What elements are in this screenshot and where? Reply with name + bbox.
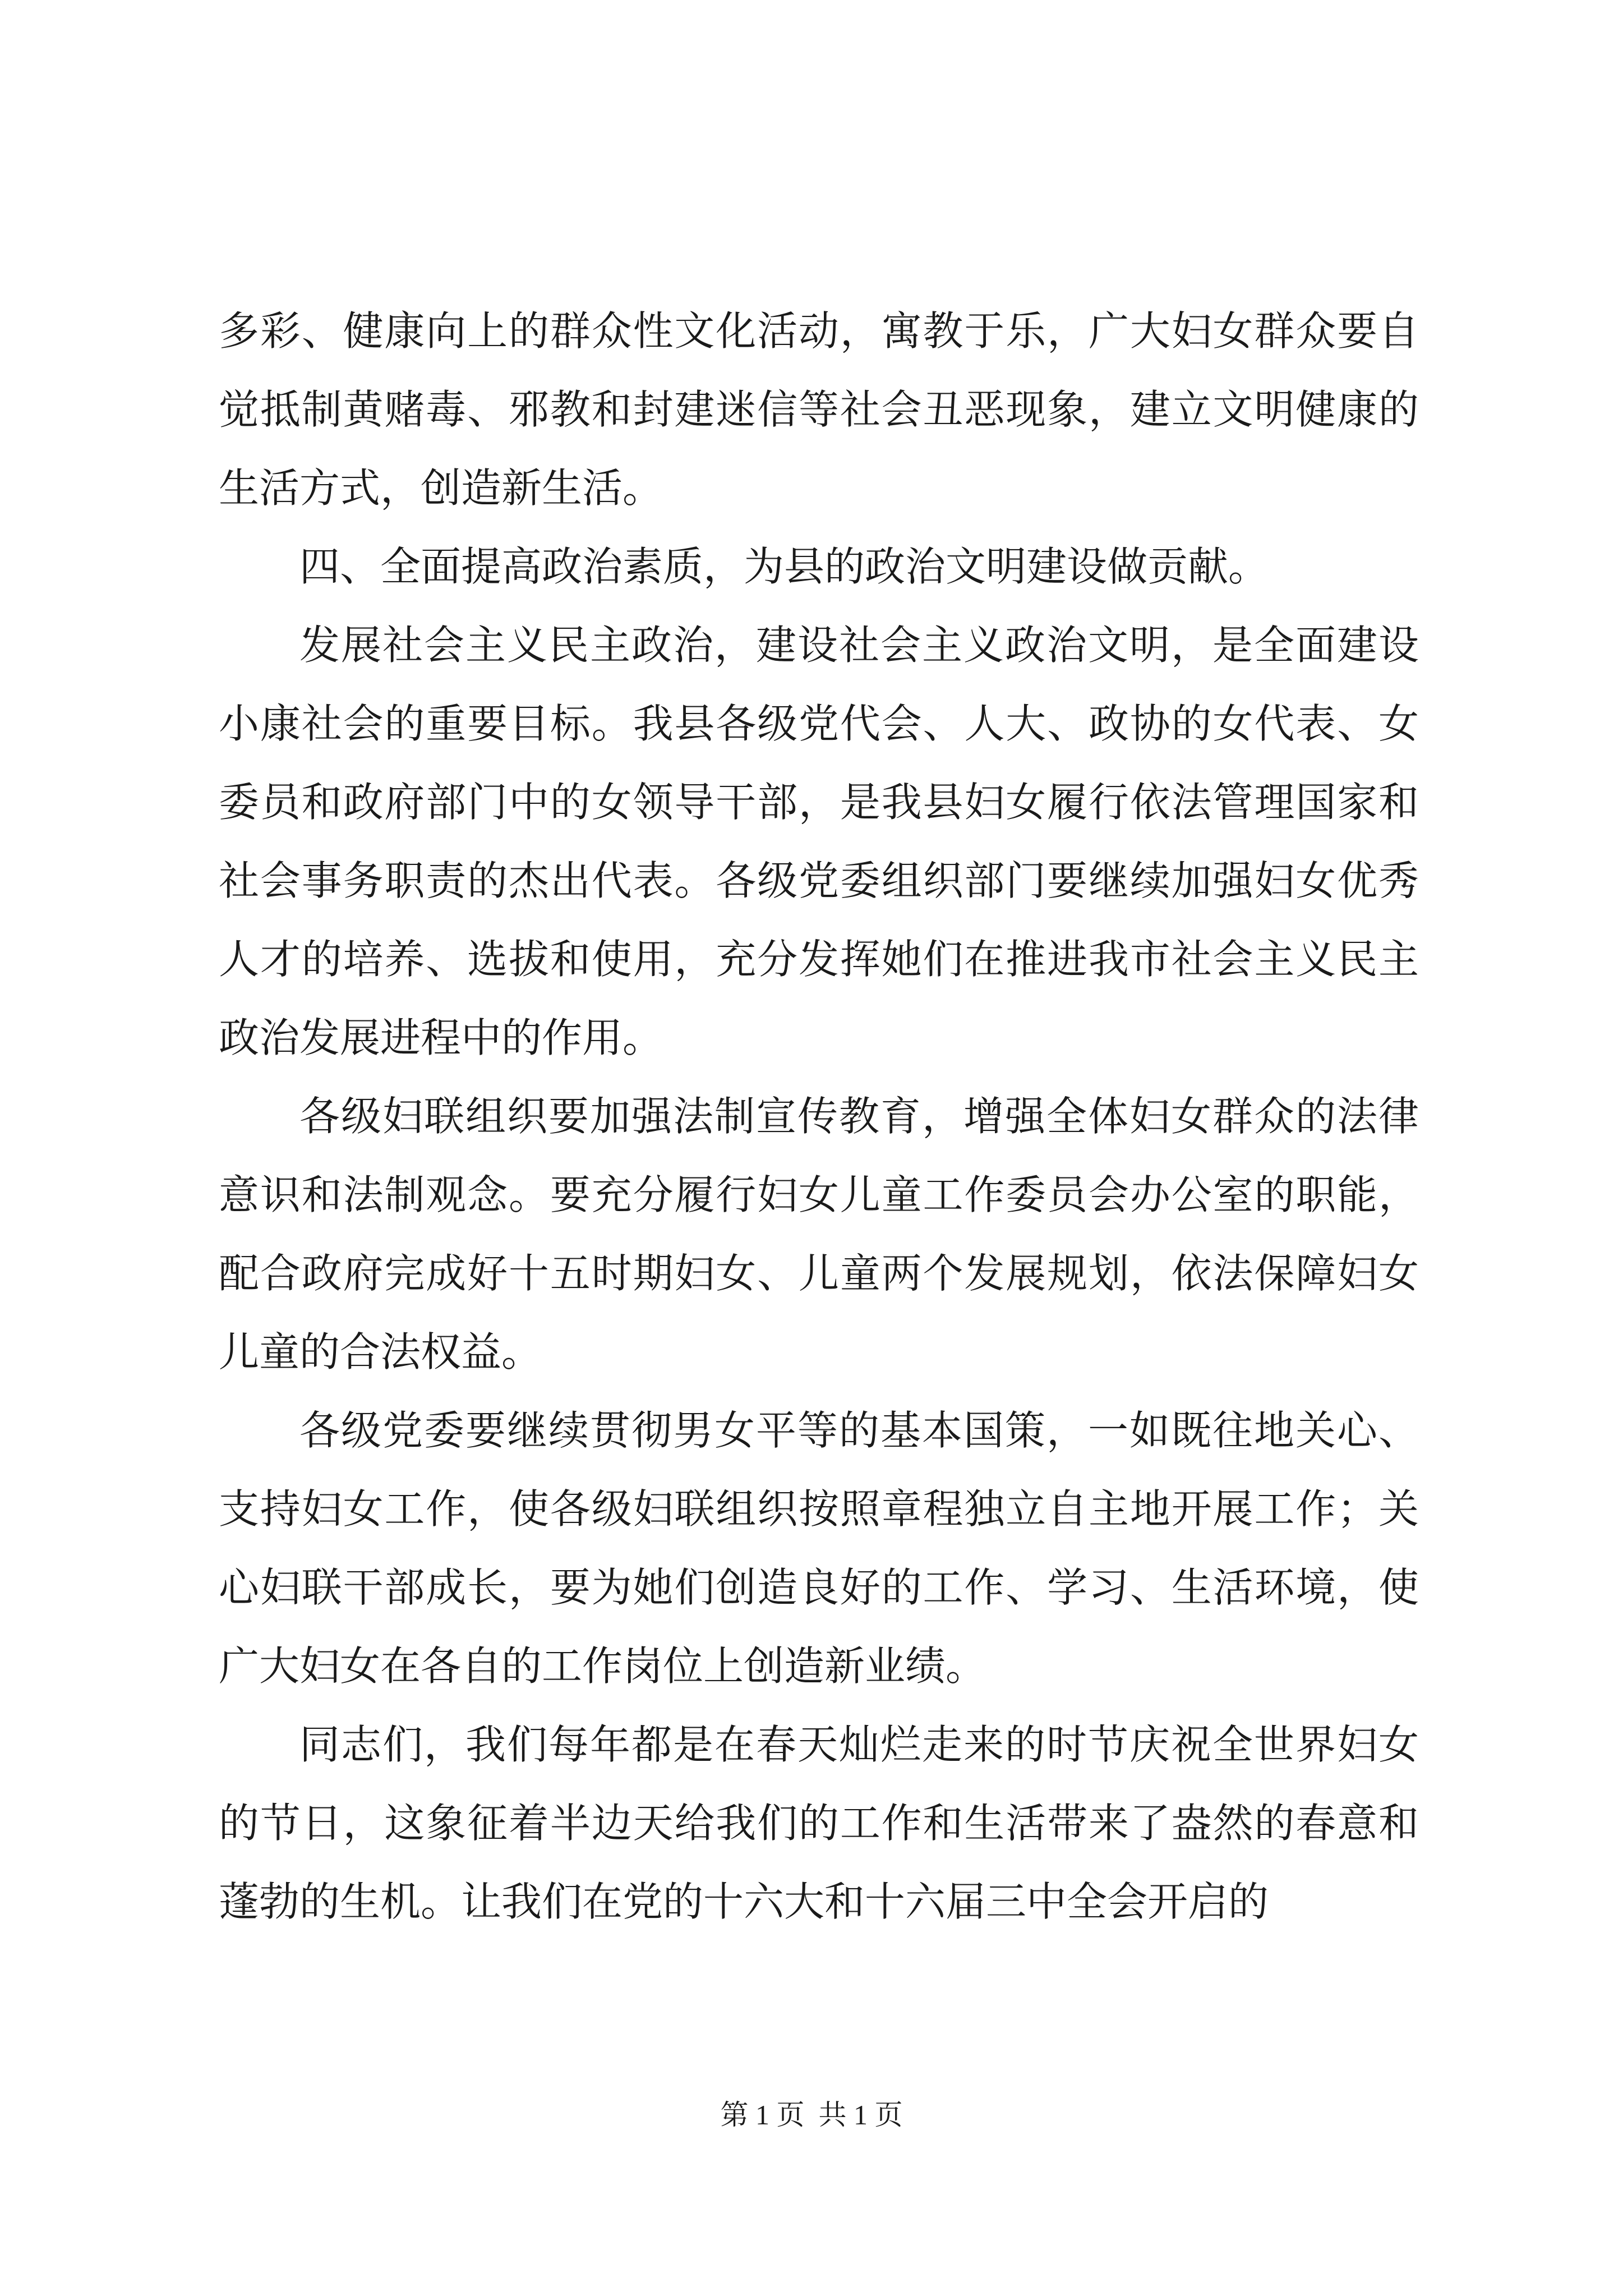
paragraph: 同志们，我们每年都是在春天灿烂走来的时节庆祝全世界妇女的节日，这象征着半边天给我们的工作和生活带来了盎然的春意和蓬勃的生机。让我们在党的十六大和十六届三中全会开启的 (219, 1721, 1419, 1925)
paragraph: 各级妇联组织要加强法制宣传教育，增强全体妇女群众的法律意识和法制观念。要充分履行妇女儿童工作委员会办公室的职能，配合政府完成好十五时期妇女、儿童两个发展规划，依法保障妇女儿童的合法权益。 (219, 1093, 1419, 1375)
paragraph-continued: 多彩、健康向上的群众性文化活动，寓教于乐，广大妇女群众要自觉抵制黄赌毒、邪教和封建迷信等社会丑恶现象，建立文明健康的生活方式，创造新生活。 (219, 307, 1419, 512)
paragraph: 各级党委要继续贯彻男女平等的基本国策，一如既往地关心、支持妇女工作，使各级妇联组织按照章程独立自主地开展工作；关心妇联干部成长，要为她们创造良好的工作、学习、生活环境，使广大妇女在各自的工作岗位上创造新业绩。 (219, 1407, 1419, 1690)
page-number-footer: 第 1 页 共 1 页 (720, 2099, 903, 2131)
document-body (219, 292, 1419, 1941)
paragraph: 发展社会主义民主政治，建设社会主义政治文明，是全面建设小康社会的重要目标。我县各级党代会、人大、政协的女代表、女委员和政府部门中的女领导干部，是我县妇女履行依法管理国家和社会事务职责的杰出代表。各级党委组织部门要继续加强妇女优秀人才的培养、选拔和使用，充分发挥她们在推进我市社会主义民主政治发展进程中的作用。 (219, 622, 1419, 1061)
section-heading: 四、全面提高政治素质，为县的政治文明建设做贡献。 (299, 543, 1269, 590)
